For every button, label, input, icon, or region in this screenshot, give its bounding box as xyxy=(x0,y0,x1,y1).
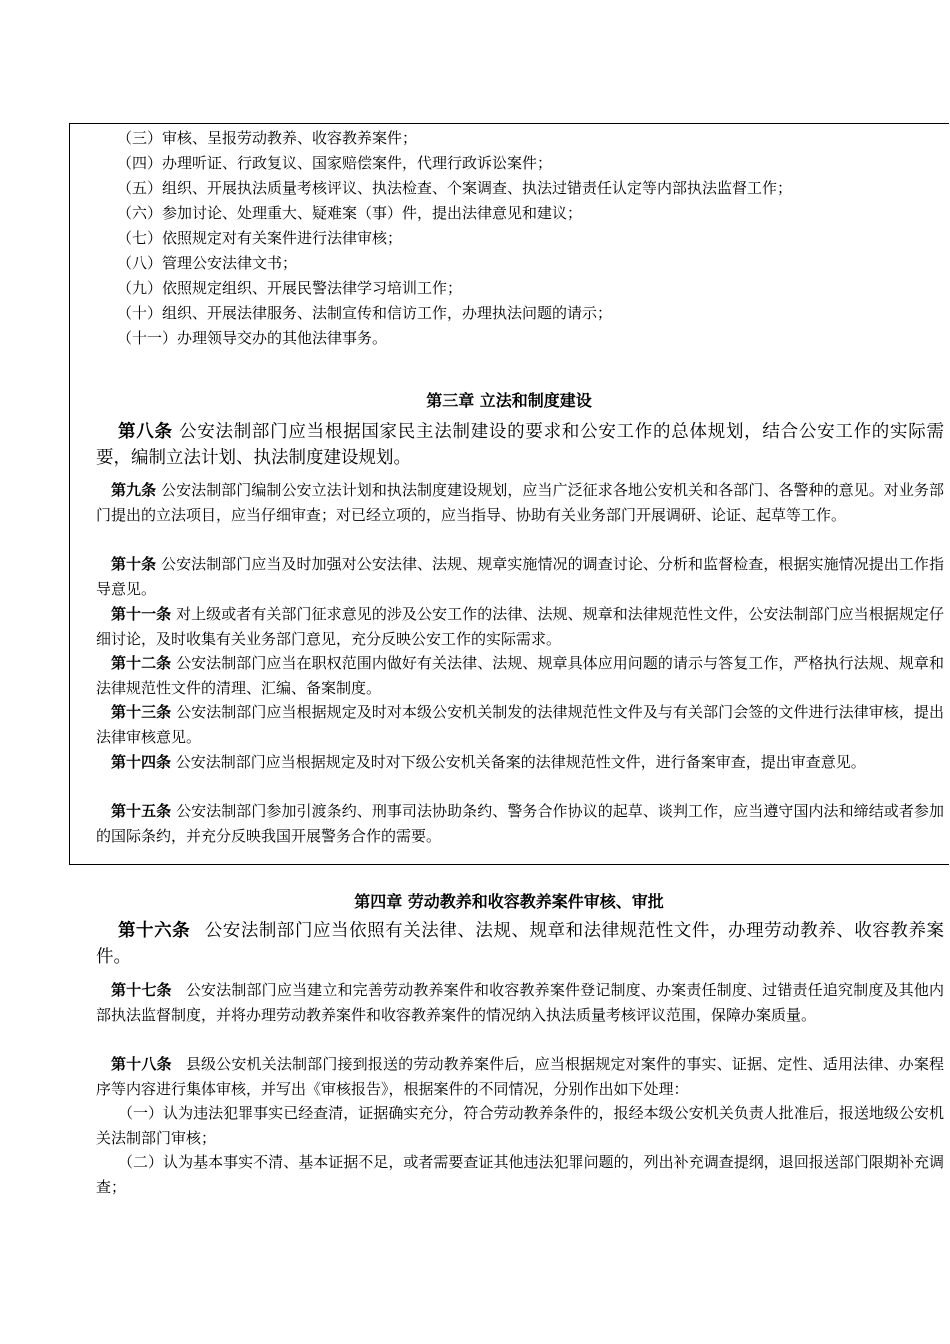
list-item: （十）组织、开展法律服务、法制宣传和信访工作，办理执法问题的请示； xyxy=(117,304,613,322)
article-15 xyxy=(96,799,944,848)
article-label: 第十条 xyxy=(111,555,157,573)
article-text: 公安法制部门应当建立和完善劳动教养案件和收容教养案件登记制度、办案责任制度、过错责任追究制度及其他内部执法监督制度，并将办理劳动教养案件和收容教养案件的情况纳入执法质量考核评议范围，保障办案质量。 xyxy=(96,981,944,1024)
article-17 xyxy=(96,978,944,1027)
article-text: 公安法制部门应当根据规定及时对下级公安机关备案的法律规范性文件，进行备案审查，提出审查意见。 xyxy=(175,753,866,771)
list-item: （八）管理公安法律文书； xyxy=(117,254,298,272)
subitem: （二）认为基本事实不清、基本证据不足，或者需要查证其他违法犯罪问题的，列出补充调查提纲，退回报送部门限期补充调查； xyxy=(96,1153,944,1196)
article-text: 公安法制部门应当依照有关法律、法规、规章和法律规范性文件，办理劳动教养、收容教养案件。 xyxy=(96,921,945,967)
article-text: 公安法制部门应当根据国家民主法制建设的要求和公安工作的总体规划，结合公安工作的实际需要，编制立法计划、执法制度建设规划。 xyxy=(96,422,944,468)
list-item: （五）组织、开展执法质量考核评议、执法检查、个案调查、执法过错责任认定等内部执法监督工作； xyxy=(117,179,793,197)
article-text: 公安法制部门参加引渡条约、刑事司法协助条约、警务合作协议的起草、谈判工作，应当遵守国内法和缔结或者参加的国际条约，并充分反映我国开展警务合作的需要。 xyxy=(96,802,944,845)
article-12 xyxy=(96,651,944,700)
article-text: 公安法制部门应当在职权范围内做好有关法律、法规、规章具体应用问题的请示与答复工作，严格执行法规、规章和法律规范性文件的清理、汇编、备案制度。 xyxy=(96,654,944,697)
list-item: （七）依照规定对有关案件进行法律审核； xyxy=(117,229,403,247)
article-text: 公安法制部门应当根据规定及时对本级公安机关制发的法律规范性文件及与有关部门会签的文件进行法律审核，提出法律审核意见。 xyxy=(96,703,944,746)
article-text: 公安法制部门编制公安立法计划和执法制度建设规划，应当广泛征求各地公安机关和各部门、各警种的意见。对业务部门提出的立法项目，应当仔细审查；对已经立项的，应当指导、协助有关业务部门开展调研、论证、起草等工作。 xyxy=(96,481,944,524)
article-14 xyxy=(96,750,944,775)
article-label: 第九条 xyxy=(111,481,157,499)
list-item: （三）审核、呈报劳动教养、收容教养案件； xyxy=(117,129,418,147)
list-item: （十一）办理领导交办的其他法律事务。 xyxy=(117,329,388,347)
article-text: 县级公安机关法制部门接到报送的劳动教养案件后，应当根据规定对案件的事实、证据、定性、适用法律、办案程序等内容进行集体审核，并写出《审核报告》，根据案件的不同情况，分别作出如下处理： xyxy=(96,1055,944,1098)
chapter-3-title: 第三章 立法和制度建设 xyxy=(426,391,592,410)
article-text: 对上级或者有关部门征求意见的涉及公安工作的法律、法规、规章和法律规范性文件，公安法制部门应当根据规定仔细讨论，及时收集有关业务部门意见，充分反映公安工作的实际需求。 xyxy=(96,605,944,648)
article-18 xyxy=(96,1052,944,1101)
article-9 xyxy=(96,478,944,527)
article-16 xyxy=(96,918,944,970)
article-text: 公安法制部门应当及时加强对公安法律、法规、规章实施情况的调查讨论、分析和监督检查，根据实施情况提出工作指导意见。 xyxy=(96,555,944,598)
article-10 xyxy=(96,552,944,601)
article-label: 第十五条 xyxy=(111,802,172,820)
article-label: 第十八条 xyxy=(111,1055,172,1073)
article-label: 第十三条 xyxy=(111,703,172,721)
article-11 xyxy=(96,602,944,651)
subitem: （一）认为违法犯罪事实已经查清，证据确实充分，符合劳动教养条件的，报经本级公安机关负责人批准后，报送地级公安机关法制部门审核； xyxy=(96,1104,944,1147)
article-label: 第十四条 xyxy=(111,753,172,771)
article-label: 第十二条 xyxy=(111,654,172,672)
article-13 xyxy=(96,700,944,749)
article-label: 第十七条 xyxy=(111,981,172,999)
list-item: （九）依照规定组织、开展民警法律学习培训工作； xyxy=(117,279,463,297)
article-8 xyxy=(96,419,944,471)
chapter-4-title: 第四章 劳动教养和收容教养案件审核、审批 xyxy=(354,892,664,911)
article-label: 第十六条 xyxy=(118,921,191,941)
article-label: 第十一条 xyxy=(111,605,172,623)
article-label: 第八条 xyxy=(118,422,173,442)
list-item: （四）办理听证、行政复议、国家赔偿案件，代理行政诉讼案件； xyxy=(117,154,553,172)
list-item: （六）参加讨论、处理重大、疑难案（事）件，提出法律意见和建议； xyxy=(117,204,583,222)
